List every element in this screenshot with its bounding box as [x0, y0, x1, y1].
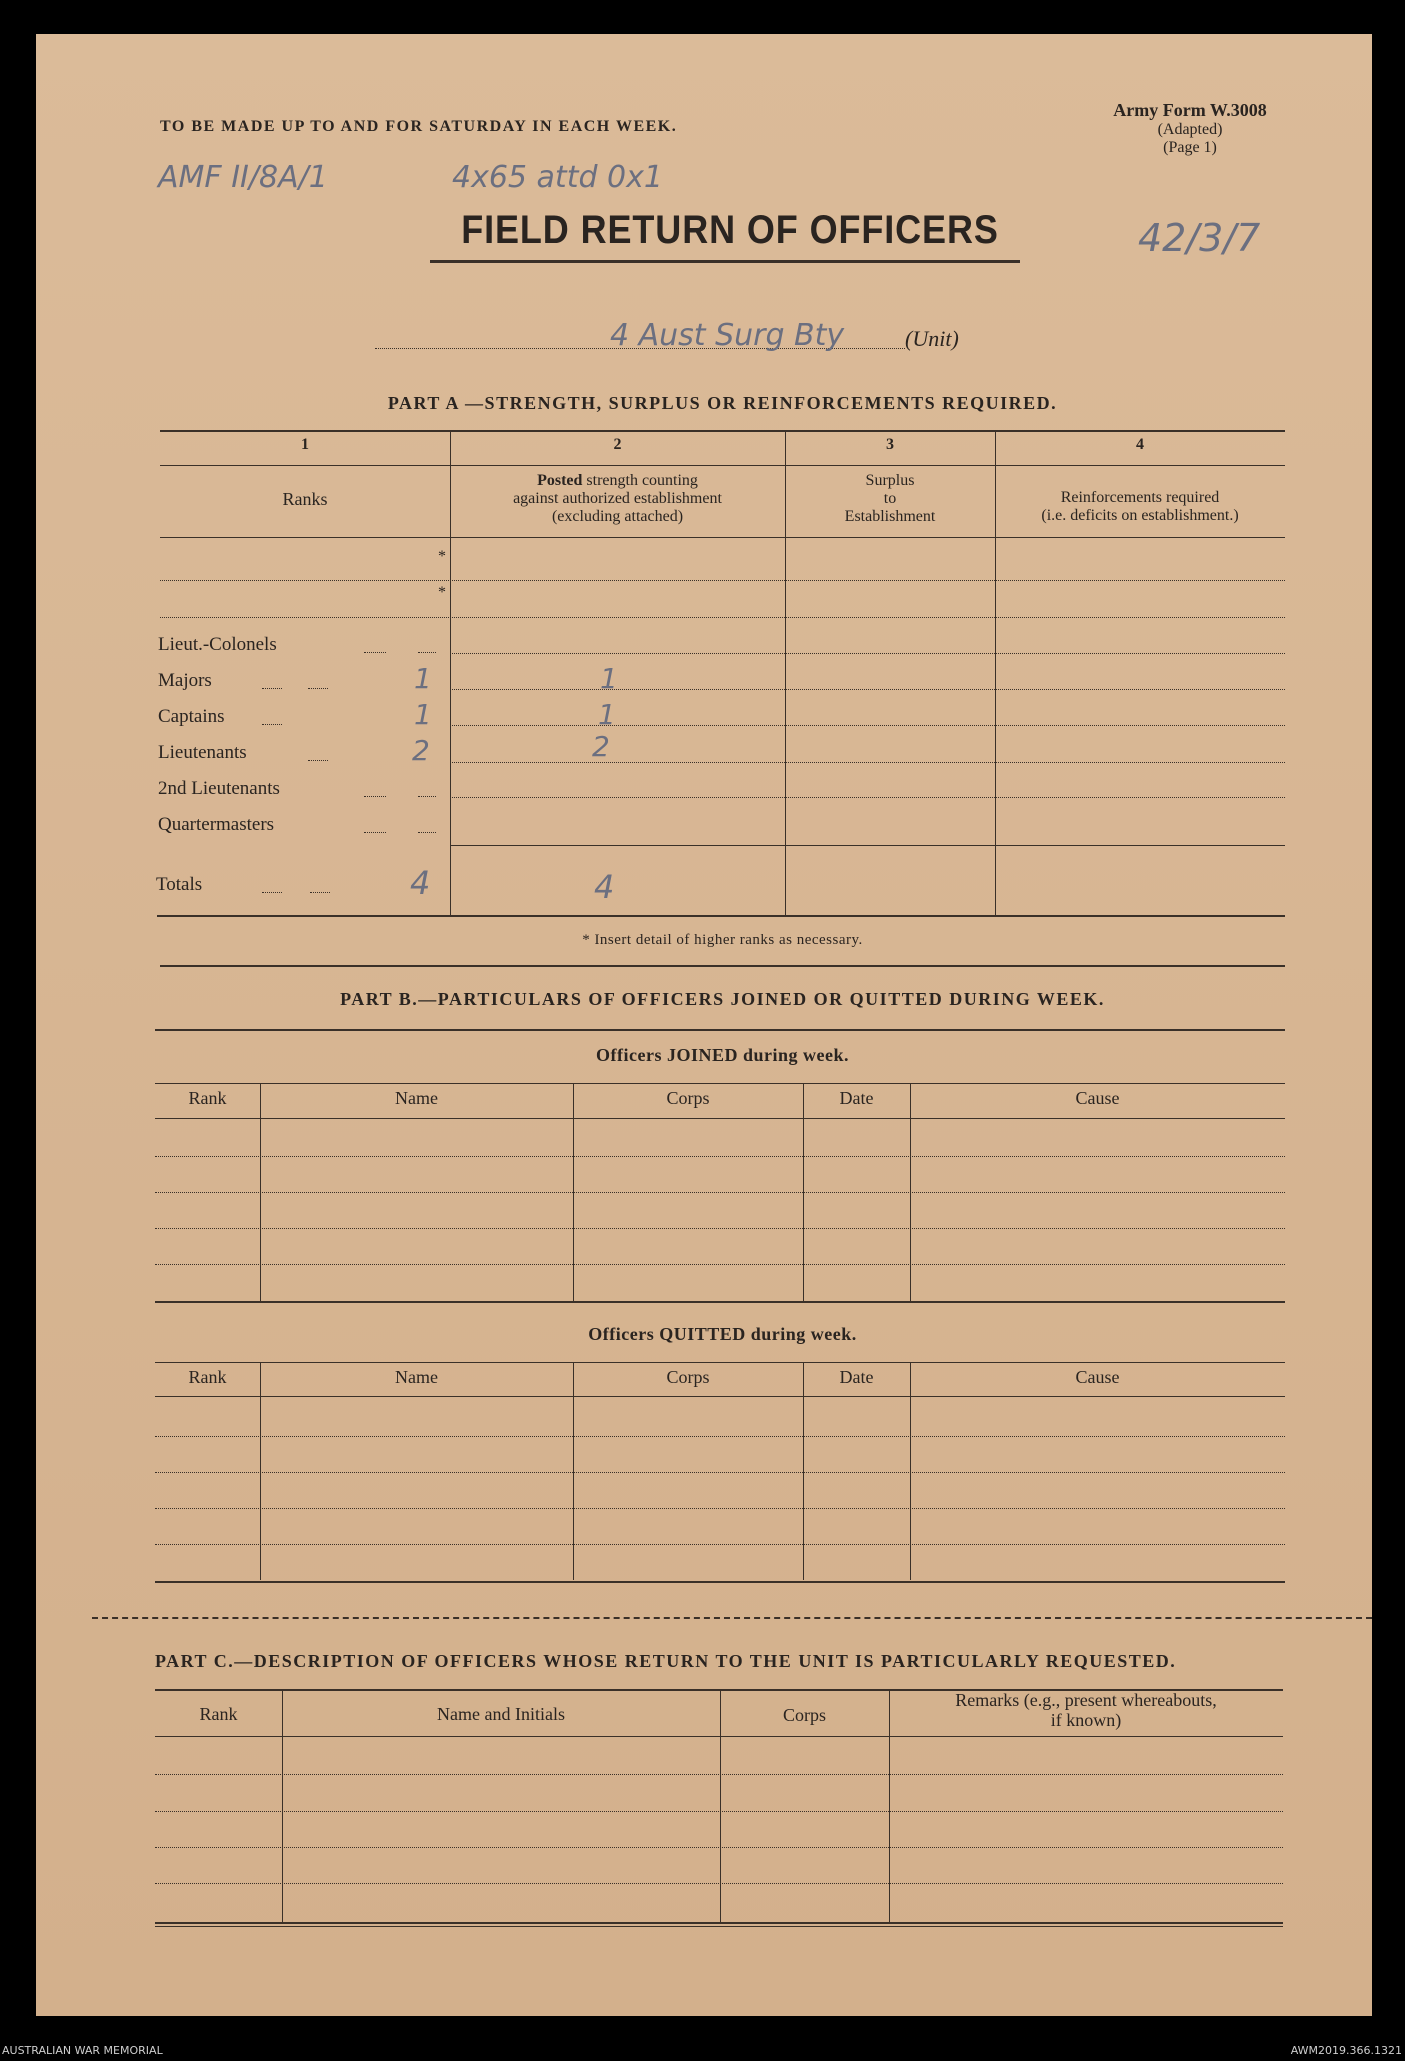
part-a-top-rule — [160, 430, 1285, 432]
joined-row-rule — [155, 1156, 1285, 1157]
posted-header-line1: strength counting — [582, 472, 698, 489]
part-c-row-rule — [155, 1811, 1283, 1812]
joined-row-rule — [155, 1192, 1285, 1193]
surplus-header-line2: to — [883, 490, 897, 507]
rank-label: Lieutenants — [158, 742, 247, 763]
quitted-col-rank: Rank — [188, 1367, 227, 1387]
title-underline — [430, 260, 1020, 263]
surplus-header-line3: Establishment — [844, 508, 936, 525]
part-c-remarks-line2: if known) — [1050, 1710, 1122, 1730]
blank-row-rule-2 — [160, 617, 1285, 618]
blank-row-rule-1 — [160, 580, 1285, 581]
quitted-col-divider — [260, 1362, 261, 1580]
part-c-bottom-rule — [155, 1922, 1283, 1924]
unit-value[interactable]: 4 Aust Surg Bty — [610, 318, 845, 353]
row-rule — [450, 725, 1285, 726]
posted-strength[interactable]: 1 — [598, 698, 616, 731]
part-a-header-rule — [160, 537, 1285, 538]
leader-dots — [308, 688, 328, 689]
quitted-col-date: Date — [839, 1367, 874, 1387]
posted-header-line2: against authorized establishment — [513, 490, 722, 507]
quitted-table-top-rule — [155, 1362, 1285, 1363]
leader-dots — [364, 832, 386, 833]
part-c-bottom-rule-2 — [155, 1926, 1283, 1927]
instruction-text: TO BE MADE UP TO AND FOR SATURDAY IN EACH WEEK. — [160, 118, 678, 135]
totals-rank-count[interactable]: 4 — [410, 864, 431, 902]
joined-col-cause: Cause — [1075, 1088, 1120, 1108]
quitted-row-rule — [155, 1436, 1285, 1437]
rank-label: Quartermasters — [158, 814, 275, 835]
form-title: FIELD RETURN OF OFFICERS — [461, 208, 999, 252]
rank-label: Captains — [158, 706, 225, 727]
posted-header-bold: Posted — [537, 472, 583, 489]
quitted-col-divider — [803, 1362, 804, 1580]
joined-col-date: Date — [839, 1088, 874, 1108]
part-c-header-rule — [155, 1736, 1283, 1737]
perforation-line — [92, 1617, 1372, 1619]
row-rule — [450, 689, 1285, 690]
leader-dots — [262, 724, 282, 725]
leader-dots — [310, 892, 330, 893]
rank-count[interactable]: 1 — [414, 662, 432, 695]
posted-header — [450, 472, 785, 526]
surplus-header-line1: Surplus — [865, 472, 915, 489]
form-page: (Page 1) — [1163, 139, 1217, 156]
joined-row-rule — [155, 1228, 1285, 1229]
col-number-4: 4 — [1136, 436, 1144, 453]
part-c-col-corps: Corps — [782, 1705, 826, 1725]
rank-count[interactable]: 2 — [412, 734, 430, 767]
handwritten-note: 4x65 attd 0x1 — [452, 160, 663, 195]
handwritten-reference: AMF II/8A/1 — [158, 160, 328, 195]
quitted-col-cause: Cause — [1075, 1367, 1120, 1387]
joined-row-rule — [155, 1264, 1285, 1265]
totals-label: Totals — [156, 874, 203, 895]
quitted-table-bottom-rule — [155, 1581, 1285, 1583]
form-adapted: (Adapted) — [1157, 121, 1223, 138]
totals-rule — [450, 845, 1285, 846]
leader-dots — [418, 796, 436, 797]
leader-dots — [418, 832, 436, 833]
quitted-col-divider — [573, 1362, 574, 1580]
joined-col-rank: Rank — [188, 1088, 227, 1108]
joined-col-corps: Corps — [666, 1088, 710, 1108]
asterisk-1: * — [438, 548, 446, 565]
reinforcements-header-line1: Reinforcements required — [1060, 489, 1220, 506]
part-b-heading: PART B.—PARTICULARS OF OFFICERS JOINED OR QUITTED DURING WEEK. — [340, 989, 1105, 1009]
quitted-title: Officers QUITTED during week. — [588, 1324, 857, 1344]
leader-dots — [308, 760, 328, 761]
row-rule — [450, 762, 1285, 763]
quitted-col-corps: Corps — [666, 1367, 710, 1387]
reinforcements-header-line2: (i.e. deficits on establishment.) — [1041, 507, 1239, 524]
leader-dots — [262, 688, 282, 689]
rank-label: Majors — [158, 670, 212, 691]
part-c-col-remarks — [889, 1690, 1283, 1730]
joined-title: Officers JOINED during week. — [596, 1045, 849, 1065]
leader-dots — [418, 652, 436, 653]
surplus-header — [785, 472, 995, 526]
part-c-row-rule — [155, 1847, 1283, 1848]
part-c-heading: PART C.—DESCRIPTION OF OFFICERS WHOSE RETURN TO THE UNIT IS PARTICULARLY REQUESTED. — [155, 1651, 1177, 1671]
posted-header-line3: (excluding attached) — [551, 508, 684, 525]
totals-posted-strength[interactable]: 4 — [594, 868, 615, 906]
quitted-table-header-rule — [155, 1396, 1285, 1397]
col-number-1: 1 — [301, 436, 309, 453]
unit-label: (Unit) — [905, 326, 959, 351]
part-c-remarks-line1: Remarks (e.g., present whereabouts, — [955, 1690, 1217, 1710]
rank-count[interactable]: 1 — [414, 698, 432, 731]
part-c-row-rule — [155, 1883, 1283, 1884]
quitted-col-name: Name — [395, 1367, 438, 1387]
posted-strength[interactable]: 1 — [600, 662, 618, 695]
row-rule — [450, 653, 1285, 654]
leader-dots — [262, 892, 282, 893]
part-c-col-rank: Rank — [199, 1704, 238, 1724]
quitted-row-rule — [155, 1472, 1285, 1473]
part-c-col-name: Name and Initials — [437, 1704, 565, 1724]
handwritten-number: 42/3/7 — [1138, 216, 1261, 260]
joined-table-header-rule — [155, 1118, 1285, 1119]
row-rule — [450, 797, 1285, 798]
rank-label: Lieut.-Colonels — [158, 634, 277, 655]
joined-col-name: Name — [395, 1088, 438, 1108]
part-c-row-rule — [155, 1774, 1283, 1775]
reinforcements-header — [995, 489, 1285, 525]
ranks-header: Ranks — [282, 489, 328, 509]
rank-label: 2nd Lieutenants — [158, 778, 280, 799]
part-a-bottom-rule — [157, 915, 1285, 917]
col-number-3: 3 — [886, 436, 894, 453]
footer-credit: AUSTRALIAN WAR MEMORIAL — [2, 2044, 163, 2057]
part-a-heading: PART A —STRENGTH, SURPLUS OR REINFORCEMENTS REQUIRED. — [387, 393, 1058, 413]
joined-table-bottom-rule — [155, 1301, 1285, 1303]
joined-table-top-rule — [155, 1083, 1285, 1084]
quitted-row-rule — [155, 1508, 1285, 1509]
quitted-row-rule — [155, 1544, 1285, 1545]
posted-strength[interactable]: 2 — [592, 730, 610, 763]
footer-accession: AWM2019.366.1321 — [1290, 2044, 1402, 2057]
quitted-col-divider — [910, 1362, 911, 1580]
form-number: Army Form W.3008 — [1113, 100, 1267, 120]
leader-dots — [364, 652, 386, 653]
leader-dots — [364, 796, 386, 797]
col-number-2: 2 — [613, 436, 622, 453]
asterisk-2: * — [438, 584, 446, 601]
part-a-footnote: * Insert detail of higher ranks as necessary. — [582, 932, 863, 948]
part-a-end-rule — [160, 965, 1285, 967]
part-a-number-rule — [160, 465, 1285, 466]
part-b-top-rule — [155, 1029, 1285, 1031]
